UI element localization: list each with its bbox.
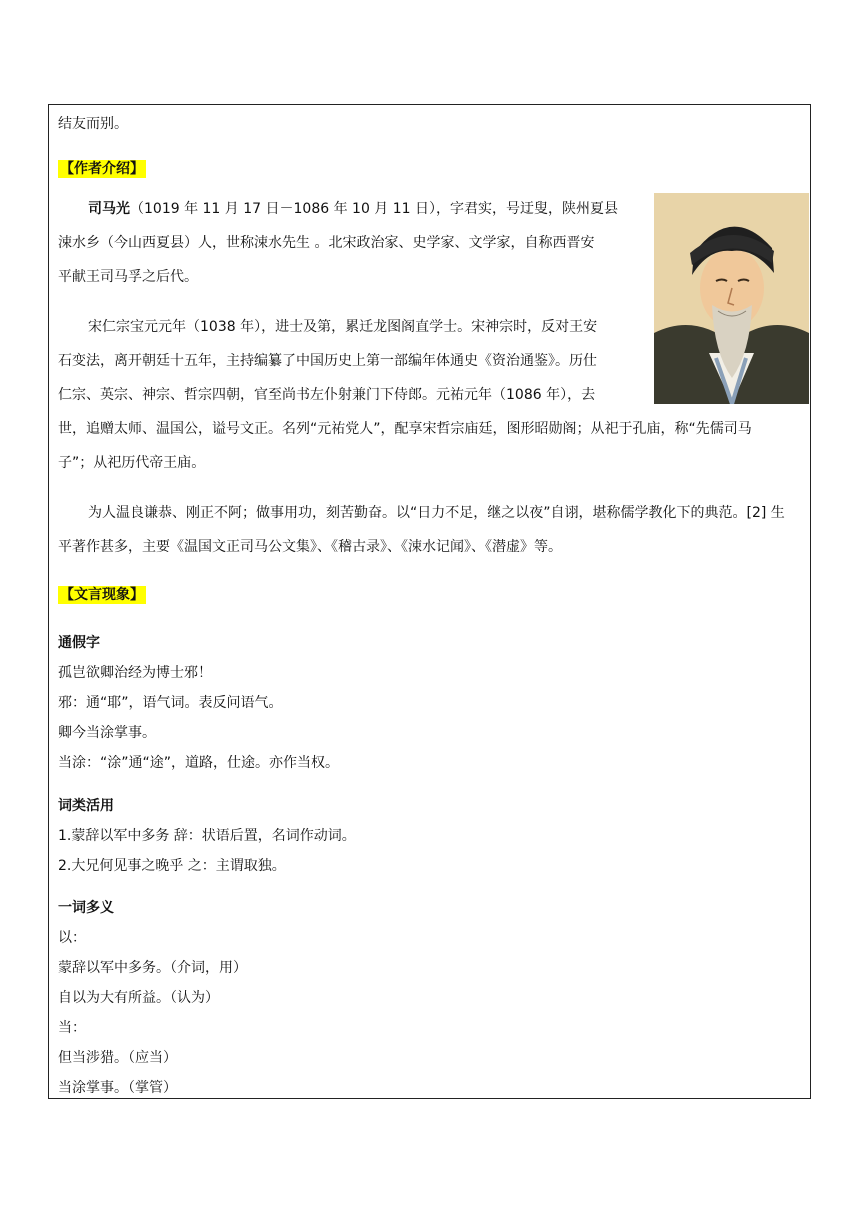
text-line: 1.蒙辞以军中多务 辞：状语后置，名词作动词。 bbox=[58, 828, 356, 844]
text-line: 蒙辞以军中多务。（介词，用） bbox=[58, 960, 247, 976]
text-line: 平著作甚多，主要《温国文正司马公文集》、《稽古录》、《涑水记闻》、《潜虚》等。 bbox=[58, 539, 562, 555]
text-line: 仁宗、英宗、神宗、哲宗四朝，官至尚书左仆射兼门下侍郎。元祐元年（1086 年），去 bbox=[58, 387, 596, 403]
text-line: 邪：通“耶”，语气词。表反问语气。 bbox=[58, 695, 283, 711]
heading-label: 【作者介绍】 bbox=[60, 161, 144, 177]
section-heading-wenyan bbox=[58, 585, 146, 605]
text-span: （1019 年 11 月 17 日－1086 年 10 月 11 日），字君实，号迂叟，陕州夏县 bbox=[130, 201, 619, 217]
text-line: 2.大兄何见事之晚乎 之：主谓取独。 bbox=[58, 858, 286, 874]
subheading-yici: 一词多义 bbox=[58, 900, 114, 916]
subheading-tongjia: 通假字 bbox=[58, 635, 100, 651]
text-line: 结友而别。 bbox=[58, 116, 128, 132]
text-line: 当： bbox=[58, 1020, 86, 1036]
text-line: 子”；从祀历代帝王庙。 bbox=[58, 455, 206, 471]
text-line: 但当涉猎。（应当） bbox=[58, 1050, 177, 1066]
subheading-cilei: 词类活用 bbox=[58, 798, 114, 814]
text-line: 孤岂欲卿治经为博士邪！ bbox=[58, 665, 212, 681]
text-line: 石变法，离开朝廷十五年，主持编纂了中国历史上第一部编年体通史《资治通鉴》。历仕 bbox=[58, 353, 597, 369]
text-line: 以： bbox=[58, 930, 86, 946]
section-heading-author bbox=[58, 159, 146, 179]
heading-label: 【文言现象】 bbox=[60, 587, 144, 603]
text-line bbox=[88, 199, 618, 219]
text-line: 卿今当涂掌事。 bbox=[58, 725, 156, 741]
text-line: 当涂：“涂”通“途”，道路，仕途。亦作当权。 bbox=[58, 755, 340, 771]
text-line: 自以为大有所益。（认为） bbox=[58, 990, 219, 1006]
sima-guang-portrait-icon bbox=[654, 193, 809, 404]
author-name: 司马光 bbox=[88, 201, 130, 217]
text-line: 世，追赠太师、温国公，谥号文正。名列“元祐党人”，配享宋哲宗庙廷，图形昭勋阁；从祀于孔庙，称“先儒司马 bbox=[58, 421, 752, 437]
text-line: 平献王司马孚之后代。 bbox=[58, 269, 198, 285]
text-line: 为人温良谦恭、刚正不阿；做事用功，刻苦勤奋。以“日力不足，继之以夜”自诩，堪称儒学教化下的典范。[2] 生 bbox=[88, 505, 785, 521]
text-line: 当涂掌事。（掌管） bbox=[58, 1080, 177, 1096]
text-line: 涑水乡（今山西夏县）人，世称涑水先生 。北宋政治家、史学家、文学家，自称西晋安 bbox=[58, 235, 595, 251]
text-line: 宋仁宗宝元元年（1038 年），进士及第，累迁龙图阁直学士。宋神宗时，反对王安 bbox=[88, 319, 598, 335]
portrait-illustration bbox=[654, 193, 809, 404]
